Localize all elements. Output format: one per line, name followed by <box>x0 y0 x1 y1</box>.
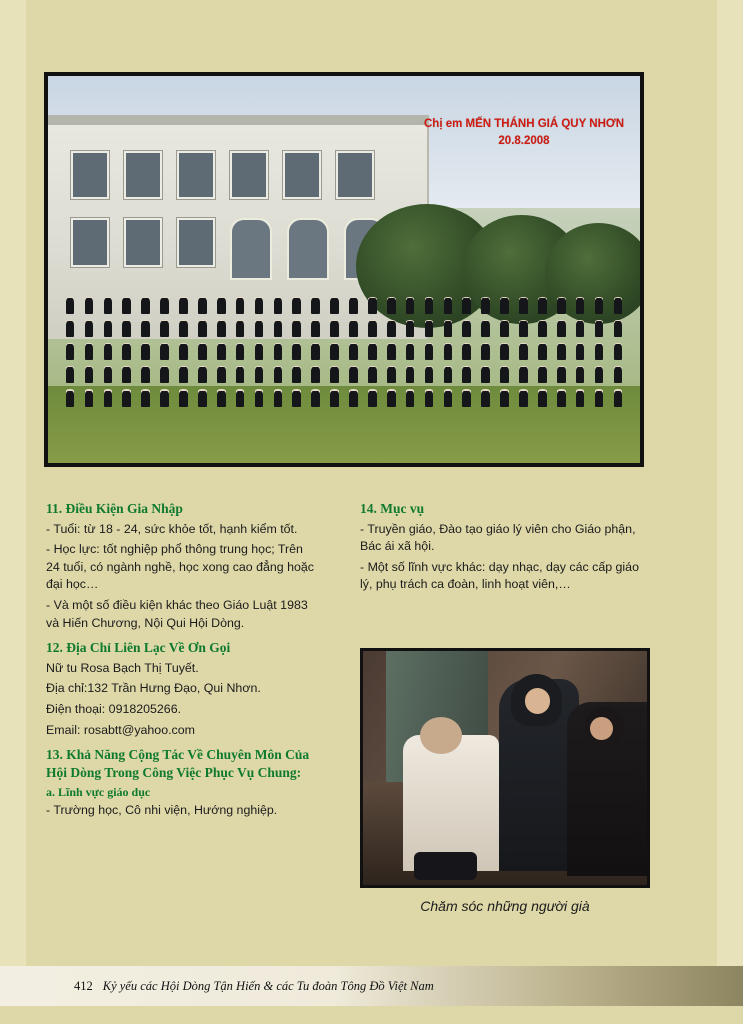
elderly-care-photo <box>360 648 650 888</box>
section-11-paragraph-3: - Và một số điều kiện khác theo Giáo Luật 1983 và Hiến Chương, Nội Qui Hội Dòng. <box>46 597 308 630</box>
nuns-crowd <box>66 297 622 413</box>
footer-title: Kỷ yếu các Hội Dòng Tận Hiến & các Tu đoàn Tông Đồ Việt Nam <box>102 978 434 993</box>
elderly-woman <box>403 735 500 871</box>
section-14 <box>360 500 650 594</box>
group-photo <box>44 72 644 467</box>
left-margin-band <box>0 0 26 1024</box>
left-text-column <box>46 500 316 827</box>
contact-address: Địa chỉ:132 Trần Hưng Đạo, Qui Nhơn. <box>46 681 261 696</box>
section-13-paragraph-1: - Trường học, Cô nhi viện, Hướng nghiệp. <box>46 803 278 818</box>
section-13-subheading: a. Lĩnh vực giáo dục <box>46 785 151 800</box>
contact-phone: Điện thoại: 0918205266. <box>46 701 182 716</box>
roofline <box>48 115 427 125</box>
section-12 <box>46 639 316 739</box>
section-13-heading: 13. Khả Năng Cộng Tác Về Chuyên Môn Của Hội Dòng Trong Công Việc Phục Vụ Chung: <box>46 747 310 780</box>
elderly-care-photo-image <box>363 651 647 885</box>
group-photo-caption-line1: Chị em MẾN THÁNH GIÁ QUY NHƠN <box>424 118 624 130</box>
group-photo-image <box>48 76 640 463</box>
second-woman-face <box>590 717 613 740</box>
contact-email: Email: rosabtt@yahoo.com <box>46 722 195 737</box>
footer-bottom-strip <box>0 1006 743 1024</box>
elderly-woman-head <box>420 717 463 754</box>
contact-name: Nữ tu Rosa Bạch Thị Tuyết. <box>46 660 199 675</box>
page-footer <box>0 966 743 1006</box>
section-14-paragraph-2: - Một số lĩnh vực khác: dạy nhạc, dạy các cấp giáo lý, phụ trách ca đoàn, linh hoạt viên,… <box>360 559 639 592</box>
page-number: 412 <box>74 978 93 993</box>
section-12-heading: 12. Địa Chỉ Liên Lạc Về Ơn Gọi <box>46 640 231 656</box>
section-11-paragraph-2: - Học lực: tốt nghiệp phổ thông trung học; Trên 24 tuổi, có ngành nghề, học xong cao đẳng hoặc đại học… <box>46 542 314 592</box>
section-14-heading: 14. Mục vụ <box>360 501 425 516</box>
bag <box>414 852 476 880</box>
section-14-paragraph-1: - Truyền giáo, Đào tạo giáo lý viên cho Giáo phận, Bác ái xã hội. <box>360 521 636 554</box>
group-photo-caption <box>424 116 624 149</box>
section-11 <box>46 500 316 632</box>
group-photo-caption-line2: 20.8.2008 <box>498 134 550 147</box>
right-margin-band <box>717 0 743 1024</box>
elderly-care-photo-caption: Chăm sóc những người già <box>420 898 590 914</box>
right-text-column <box>360 500 650 601</box>
section-11-heading: 11. Điều Kiện Gia Nhập <box>46 501 183 516</box>
section-13 <box>46 746 316 820</box>
section-11-paragraph-1: - Tuổi: từ 18 - 24, sức khỏe tốt, hạnh kiểm tốt. <box>46 521 298 536</box>
